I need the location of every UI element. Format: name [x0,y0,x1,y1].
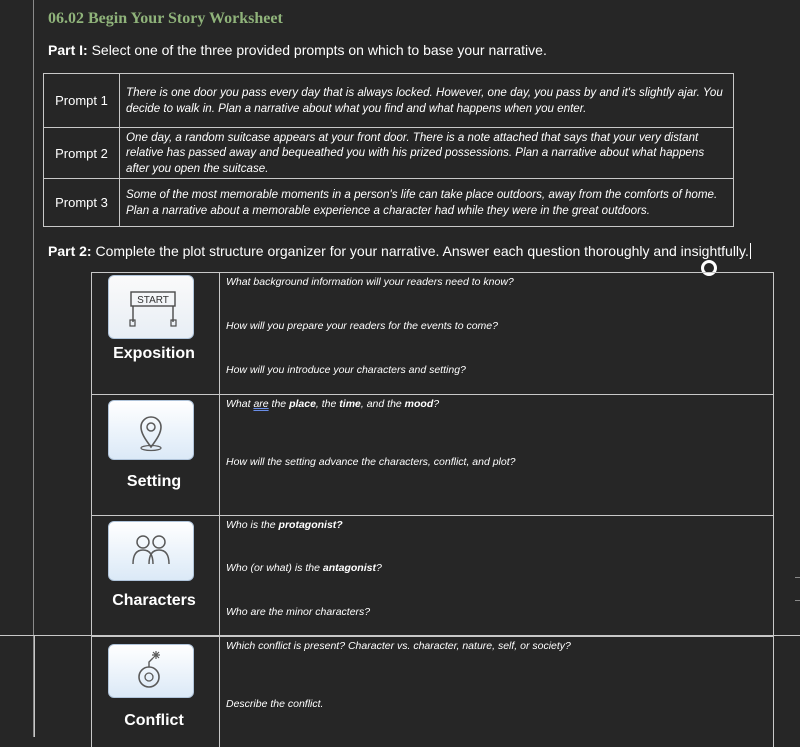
answer-cell[interactable] [219,637,774,747]
page-edge-mark [795,600,800,601]
prompt-text[interactable]: There is one door you pass every day that is always locked. However, one day, you pass by and it's slightly ajar. You decide to walk in. Plan a narrative about what you find and what happens when you enter. [120,74,734,128]
worksheet-title: 06.02 Begin Your Story Worksheet [48,10,283,27]
question-text: Who are the minor characters? [226,606,371,618]
page-edge-mark [795,577,800,578]
prompts-table [43,73,734,227]
prompt-text[interactable]: Some of the most memorable moments in a person's life can take place outdoors, away from the comforts of home. Plan a narrative about a memorable experience a character had while they were in the great outdoors. [120,179,734,227]
stage-label-conflict: Conflict [124,712,184,729]
prompt-text[interactable]: One day, a random suitcase appears at your front door. There is a note attached that says that your very distant relative has passed away and bequeathed you with his prized possessions. Plan a narrative about what happens after you open the suitcase. [120,128,734,179]
part2-instruction [48,243,751,259]
prompt-row [44,179,734,227]
part1-instruction [48,42,547,58]
page-margin-line [33,0,34,737]
start-sign-icon [108,275,194,339]
organizer-row-characters [91,515,774,636]
stage-cell [91,637,220,747]
stage-cell [91,516,220,636]
question-text: How will the setting advance the characters, conflict, and plot? [226,456,516,468]
question-text: Describe the conflict. [226,698,324,710]
organizer-row-conflict [91,636,774,747]
people-icon [108,521,194,581]
table-border-line [34,635,35,737]
location-pin-icon [108,400,194,460]
question-text: How will you prepare your readers for the events to come? [226,320,498,332]
prompt-label: Prompt 1 [44,74,120,128]
stage-cell [91,273,220,394]
organizer-row-exposition [91,272,774,394]
bomb-icon [108,644,194,698]
question-text: Who (or what) is the antagonist? [226,562,382,574]
text-cursor [750,243,751,259]
prompt-label: Prompt 2 [44,128,120,179]
question-text: What are the place, the time, and the mood? [226,398,440,410]
stage-label-exposition: Exposition [113,345,195,362]
answer-cell[interactable] [219,395,774,515]
part1-text: Select one of the three provided prompts on which to base your narrative. [87,42,547,58]
question-text: Which conflict is present? Character vs. character, nature, self, or society? [226,640,571,652]
answer-cell[interactable] [219,273,774,394]
stage-label-setting: Setting [126,473,182,490]
table-border-line [0,635,800,636]
organizer-row-setting [91,394,774,515]
answer-cell[interactable] [219,516,774,636]
question-text: How will you introduce your characters and setting? [226,364,466,376]
stage-cell [91,395,220,515]
part2-label: Part 2: [48,243,92,259]
stage-label-characters: Characters [112,592,196,609]
question-text: Who is the protagonist? [226,519,343,531]
prompt-label: Prompt 3 [44,179,120,227]
prompt-row [44,74,734,128]
start-sign-text: START [137,295,169,306]
prompt-row [44,128,734,179]
question-text: What background information will your readers need to know? [226,276,514,288]
part2-text: Complete the plot structure organizer for your narrative. Answer each question thoroughly and insightfully. [91,243,749,259]
part1-label: Part I: [48,42,88,58]
